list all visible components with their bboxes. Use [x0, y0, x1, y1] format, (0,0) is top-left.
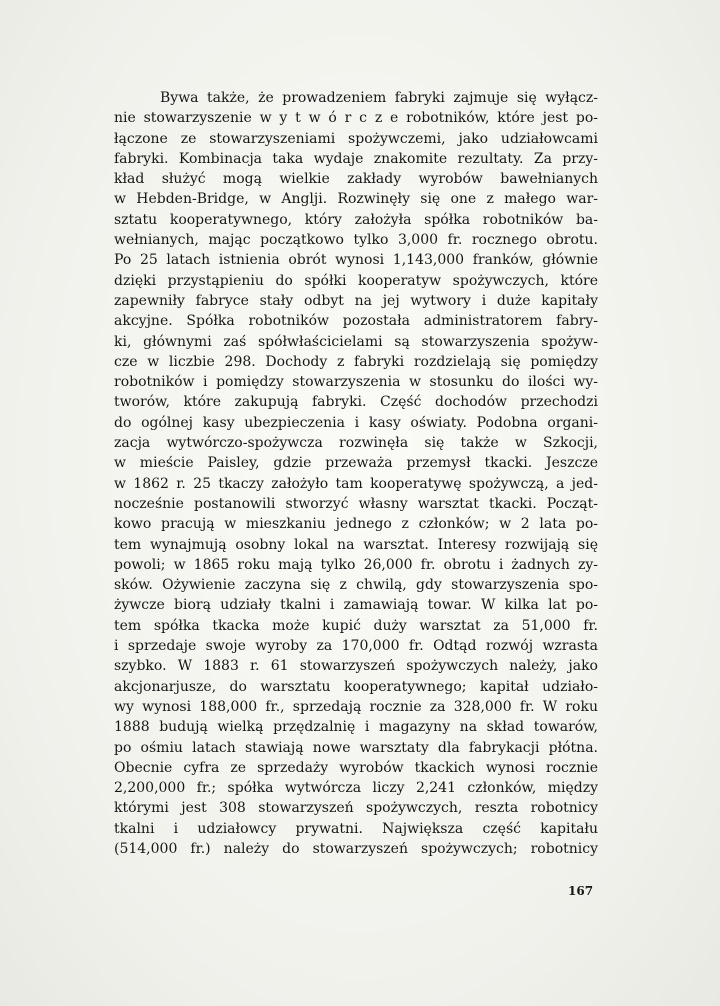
text-line: tworów, które zakupują fabryki. Część dochodów przechodzi: [114, 394, 598, 411]
text-line: sków. Ożywienie zaczyna się z chwilą, gdy stowarzyszenia spo-: [114, 577, 598, 594]
text-line: kowo pracują w mieszkaniu jednego z członków; w 2 lata po-: [114, 516, 598, 533]
text-line: tem spółka tkacka może kupić duży warsztat za 51,000 fr.: [114, 617, 598, 634]
text-line: żywcze biorą udziały tkalni i zamawiają towar. W kilka lat po-: [114, 597, 598, 614]
body-text: [114, 88, 598, 859]
text-line: fabryki. Kombinacja taka wydaje znakomite rezultaty. Za przy-: [114, 150, 598, 167]
text-line: Obecnie cyfra ze sprzedaży wyrobów tkackich wynosi rocznie: [114, 759, 598, 776]
text-line: którymi jest 308 stowarzyszeń spożywczych, reszta robotnicy: [114, 800, 598, 817]
text-line: po ośmiu latach stawiają nowe warsztaty dla fabrykacji płótna.: [114, 739, 598, 756]
text-line: ki, głównymi zaś spółwłaścicielami są stowarzyszenia spożyw-: [114, 333, 598, 350]
text-line: sztatu kooperatywnego, który założyła spółka robotników ba-: [114, 211, 598, 228]
text-line: zapewniły fabryce stały odbyt na jej wytwory i duże kapitały: [114, 292, 598, 309]
text-line: w mieście Paisley, gdzie przeważa przemysł tkacki. Jeszcze: [114, 455, 598, 472]
text-line: Bywa także, że prowadzeniem fabryki zajmuje się wyłącz-: [160, 90, 598, 106]
text-line: łączone ze stowarzyszeniami spożywczemi, jako udziałowcami: [114, 130, 598, 147]
text-line: dzięki przystąpieniu do spółki kooperatyw spożywczych, które: [114, 272, 598, 289]
text-line: kład służyć mogą wielkie zakłady wyrobów bawełnianych: [114, 171, 598, 188]
text-line: w 1862 r. 25 tkaczy założyło tam kooperatywę spożywczą, a jed-: [114, 475, 598, 492]
text-line: akcjonarjusze, do warsztatu kooperatywnego; kapitał udziało-: [114, 678, 598, 695]
text-line: tem wynajmują osobny lokal na warsztat. Interesy rozwijają się: [114, 536, 598, 553]
text-line: w Hebden-Bridge, w Anglji. Rozwinęły się one z małego war-: [114, 191, 598, 208]
text-line: powoli; w 1865 roku mają tylko 26,000 fr. obrotu i żadnych zy-: [114, 556, 598, 573]
text-line: szybko. W 1883 r. 61 stowarzyszeń spożywczych należy, jako: [114, 658, 598, 675]
text-line: 2,200,000 fr.; spółka wytwórcza liczy 2,241 członków, między: [114, 780, 598, 797]
text-line: 1888 budują wielką przędzalnię i magazyny na skład towarów,: [114, 719, 598, 736]
text-line: wełnianych, mając początkowo tylko 3,000 fr. rocznego obrotu.: [114, 232, 598, 249]
text-line: robotników i pomiędzy stowarzyszenia w stosunku do ilości wy-: [114, 374, 598, 391]
text-line: cze w liczbie 298. Dochody z fabryki rozdzielają się pomiędzy: [114, 353, 598, 370]
text-line: (514,000 fr.) należy do stowarzyszeń spożywczych; robotnicy: [114, 840, 598, 857]
text-line: i sprzedaje swoje wyroby za 170,000 fr. Odtąd rozwój wzrasta: [114, 638, 598, 655]
text-line: nocześnie postanowili stworzyć własny warsztat tkacki. Począt-: [114, 495, 598, 512]
text-line: nie stowarzyszenie w y t w ó r c z e robotników, które jest po-: [114, 110, 598, 127]
page-number: 167: [568, 884, 594, 898]
text-line: zacja wytwórczo-spożywcza rozwinęła się także w Szkocji,: [114, 435, 598, 452]
text-line: tkalni i udziałowcy prywatni. Największa część kapitału: [114, 820, 598, 837]
text-line: Po 25 latach istnienia obrót wynosi 1,143,000 franków, głównie: [114, 252, 598, 269]
text-line: do ogólnej kasy ubezpieczenia i kasy oświaty. Podobna organi-: [114, 414, 598, 431]
text-line: wy wynosi 188,000 fr., sprzedają rocznie za 328,000 fr. W roku: [114, 698, 598, 715]
text-line: akcyjne. Spółka robotników pozostała administratorem fabry-: [114, 313, 598, 330]
